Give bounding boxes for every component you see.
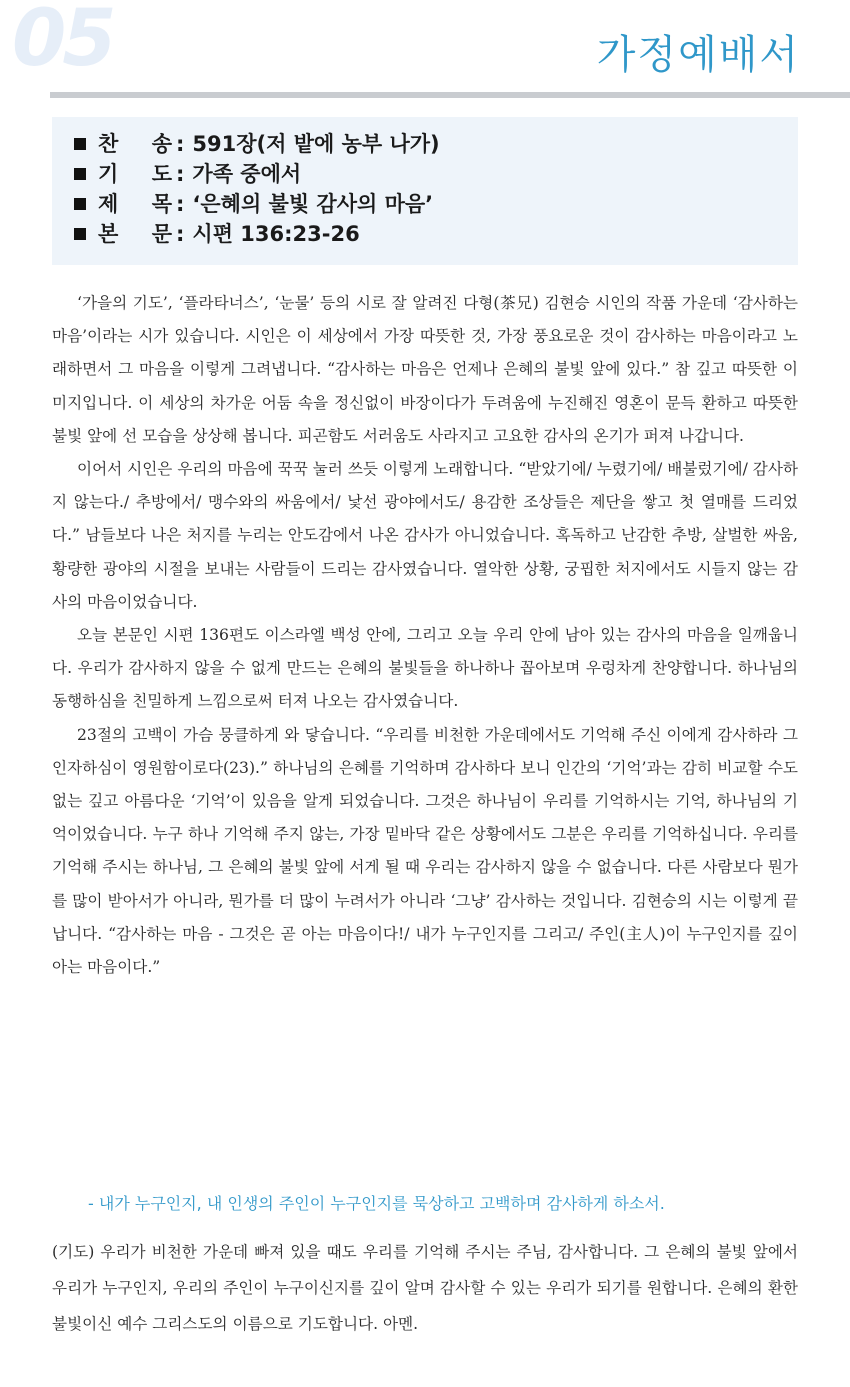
info-label-char: 송 (151, 132, 172, 156)
info-separator: : (176, 222, 185, 246)
info-separator: : (176, 132, 185, 156)
sermon-body (52, 287, 798, 984)
response-line: - 내가 누구인지, 내 인생의 주인이 누구인지를 묵상하고 고백하며 감사하게 하소서. (88, 1194, 665, 1213)
info-label-char: 본 (98, 222, 119, 246)
info-row-title (74, 189, 798, 219)
info-row-hymn (74, 129, 798, 159)
section-title: 가정예배서 (596, 32, 800, 78)
sermon-paragraph: 23절의 고백이 가슴 뭉클하게 와 닿습니다. “우리를 비천한 가운데에서도 기억해 주신 이에게 감사하라 그 인자하심이 영원함이로다(23).” 하나님의 은혜를 기억하며 감사하다 보니 인간의 ‘기억’과는 감히 비교할 수도 없는 깊고 아름다운 ‘기억’이 있음을 알게 되었습니다. 그것은 하나님이 우리를 기억하시는 기억, 하나님의 기억이었습니다. 누구 하나 기억해 주지 않는, 가장 밑바닥 같은 상황에서도 그분은 우리를 기억하십니다. 우리를 기억해 주시는 하나님, 그 은혜의 불빛 앞에 서게 될 때 우리는 감사하지 않을 수 없습니다. 다른 사람보다 뭔가를 많이 받아서가 아니라, 뭔가를 더 많이 누려서가 아니라 ‘그냥’ 감사하는 것입니다. 김현승의 시는 이렇게 끝납니다. “감사하는 마음 - 그것은 곧 아는 마음이다!/ 내가 누구인지를 그리고/ 주인(主人)이 누구인지를 깊이 아는 마음이다.” (52, 725, 798, 977)
square-bullet-icon (74, 198, 86, 210)
info-label-char: 문 (151, 222, 172, 246)
square-bullet-icon (74, 138, 86, 150)
info-row-prayer (74, 159, 798, 189)
info-label (98, 129, 172, 159)
sermon-paragraph: 이어서 시인은 우리의 마음에 꾹꾹 눌러 쓰듯 이렇게 노래합니다. “받았기에/ 누렸기에/ 배불렀기에/ 감사하지 않는다./ 추방에서/ 맹수와의 싸움에서/ 낯선 광야에서도/ 용감한 조상들은 제단을 쌓고 첫 열매를 드리었다.” 남들보다 나은 처지를 누리는 안도감에서 나온 감사가 아니었습니다. 혹독하고 난감한 추방, 살벌한 싸움, 황량한 광야의 시절을 보내는 사람들이 드리는 감사였습니다. 열악한 상황, 궁핍한 처지에서도 시들지 않는 감사의 마음이었습니다. (52, 460, 798, 611)
worship-info-box (52, 117, 798, 265)
info-label-char: 제 (98, 192, 119, 216)
info-label-char: 도 (151, 162, 172, 186)
info-separator: : (176, 192, 185, 216)
page-number: 05 (12, 0, 113, 84)
info-label-char: 목 (151, 192, 172, 216)
sermon-paragraph: ‘가을의 기도’, ‘플라타너스’, ‘눈물’ 등의 시로 잘 알려진 다형(茶兄) 김현승 시인의 작품 가운데 ‘감사하는 마음’이라는 시가 있습니다. 시인은 이 세상에서 가장 따뜻한 것, 가장 풍요로운 것이 감사하는 마음이라고 노래하면서 그 마음을 이렇게 그려냅니다. “감사하는 마음은 언제나 은혜의 불빛 앞에 있다.” 참 깊고 따뜻한 이미지입니다. 이 세상의 차가운 어둠 속을 정신없이 바장이다가 두려움에 누진해진 영혼이 문득 환하고 따뜻한 불빛 앞에 선 모습을 상상해 봅니다. 피곤함도 서러움도 사라지고 고요한 감사의 온기가 퍼져 나갑니다. (52, 294, 798, 445)
info-label (98, 159, 172, 189)
closing-prayer: (기도) 우리가 비천한 가운데 빠져 있을 때도 우리를 기억해 주시는 주님, 감사합니다. 그 은혜의 불빛 앞에서 우리가 누구인지, 우리의 주인이 누구이신지를 깊이 알며 감사할 수 있는 우리가 되기를 원합니다. 은혜의 환한 불빛이신 예수 그리스도의 이름으로 기도합니다. 아멘. (52, 1243, 798, 1333)
info-row-scripture (74, 219, 798, 249)
info-value-scripture: 시편 136:23-26 (192, 222, 360, 246)
info-label-char: 찬 (98, 132, 119, 156)
title-divider (50, 92, 850, 98)
info-separator: : (176, 162, 185, 186)
info-label (98, 219, 172, 249)
sermon-paragraph: 오늘 본문인 시편 136편도 이스라엘 백성 안에, 그리고 오늘 우리 안에 남아 있는 감사의 마음을 일깨웁니다. 우리가 감사하지 않을 수 없게 만드는 은혜의 불빛들을 하나하나 꼽아보며 우렁차게 찬양합니다. 하나님의 동행하심을 친밀하게 느낌으로써 터져 나오는 감사였습니다. (52, 626, 798, 711)
square-bullet-icon (74, 228, 86, 240)
info-label-char: 기 (98, 162, 119, 186)
square-bullet-icon (74, 168, 86, 180)
info-value-prayer: 가족 중에서 (192, 162, 302, 186)
info-label (98, 189, 172, 219)
info-value-title: ‘은혜의 불빛 감사의 마음’ (192, 192, 434, 216)
info-value-hymn: 591장(저 밭에 농부 나가) (192, 132, 440, 156)
